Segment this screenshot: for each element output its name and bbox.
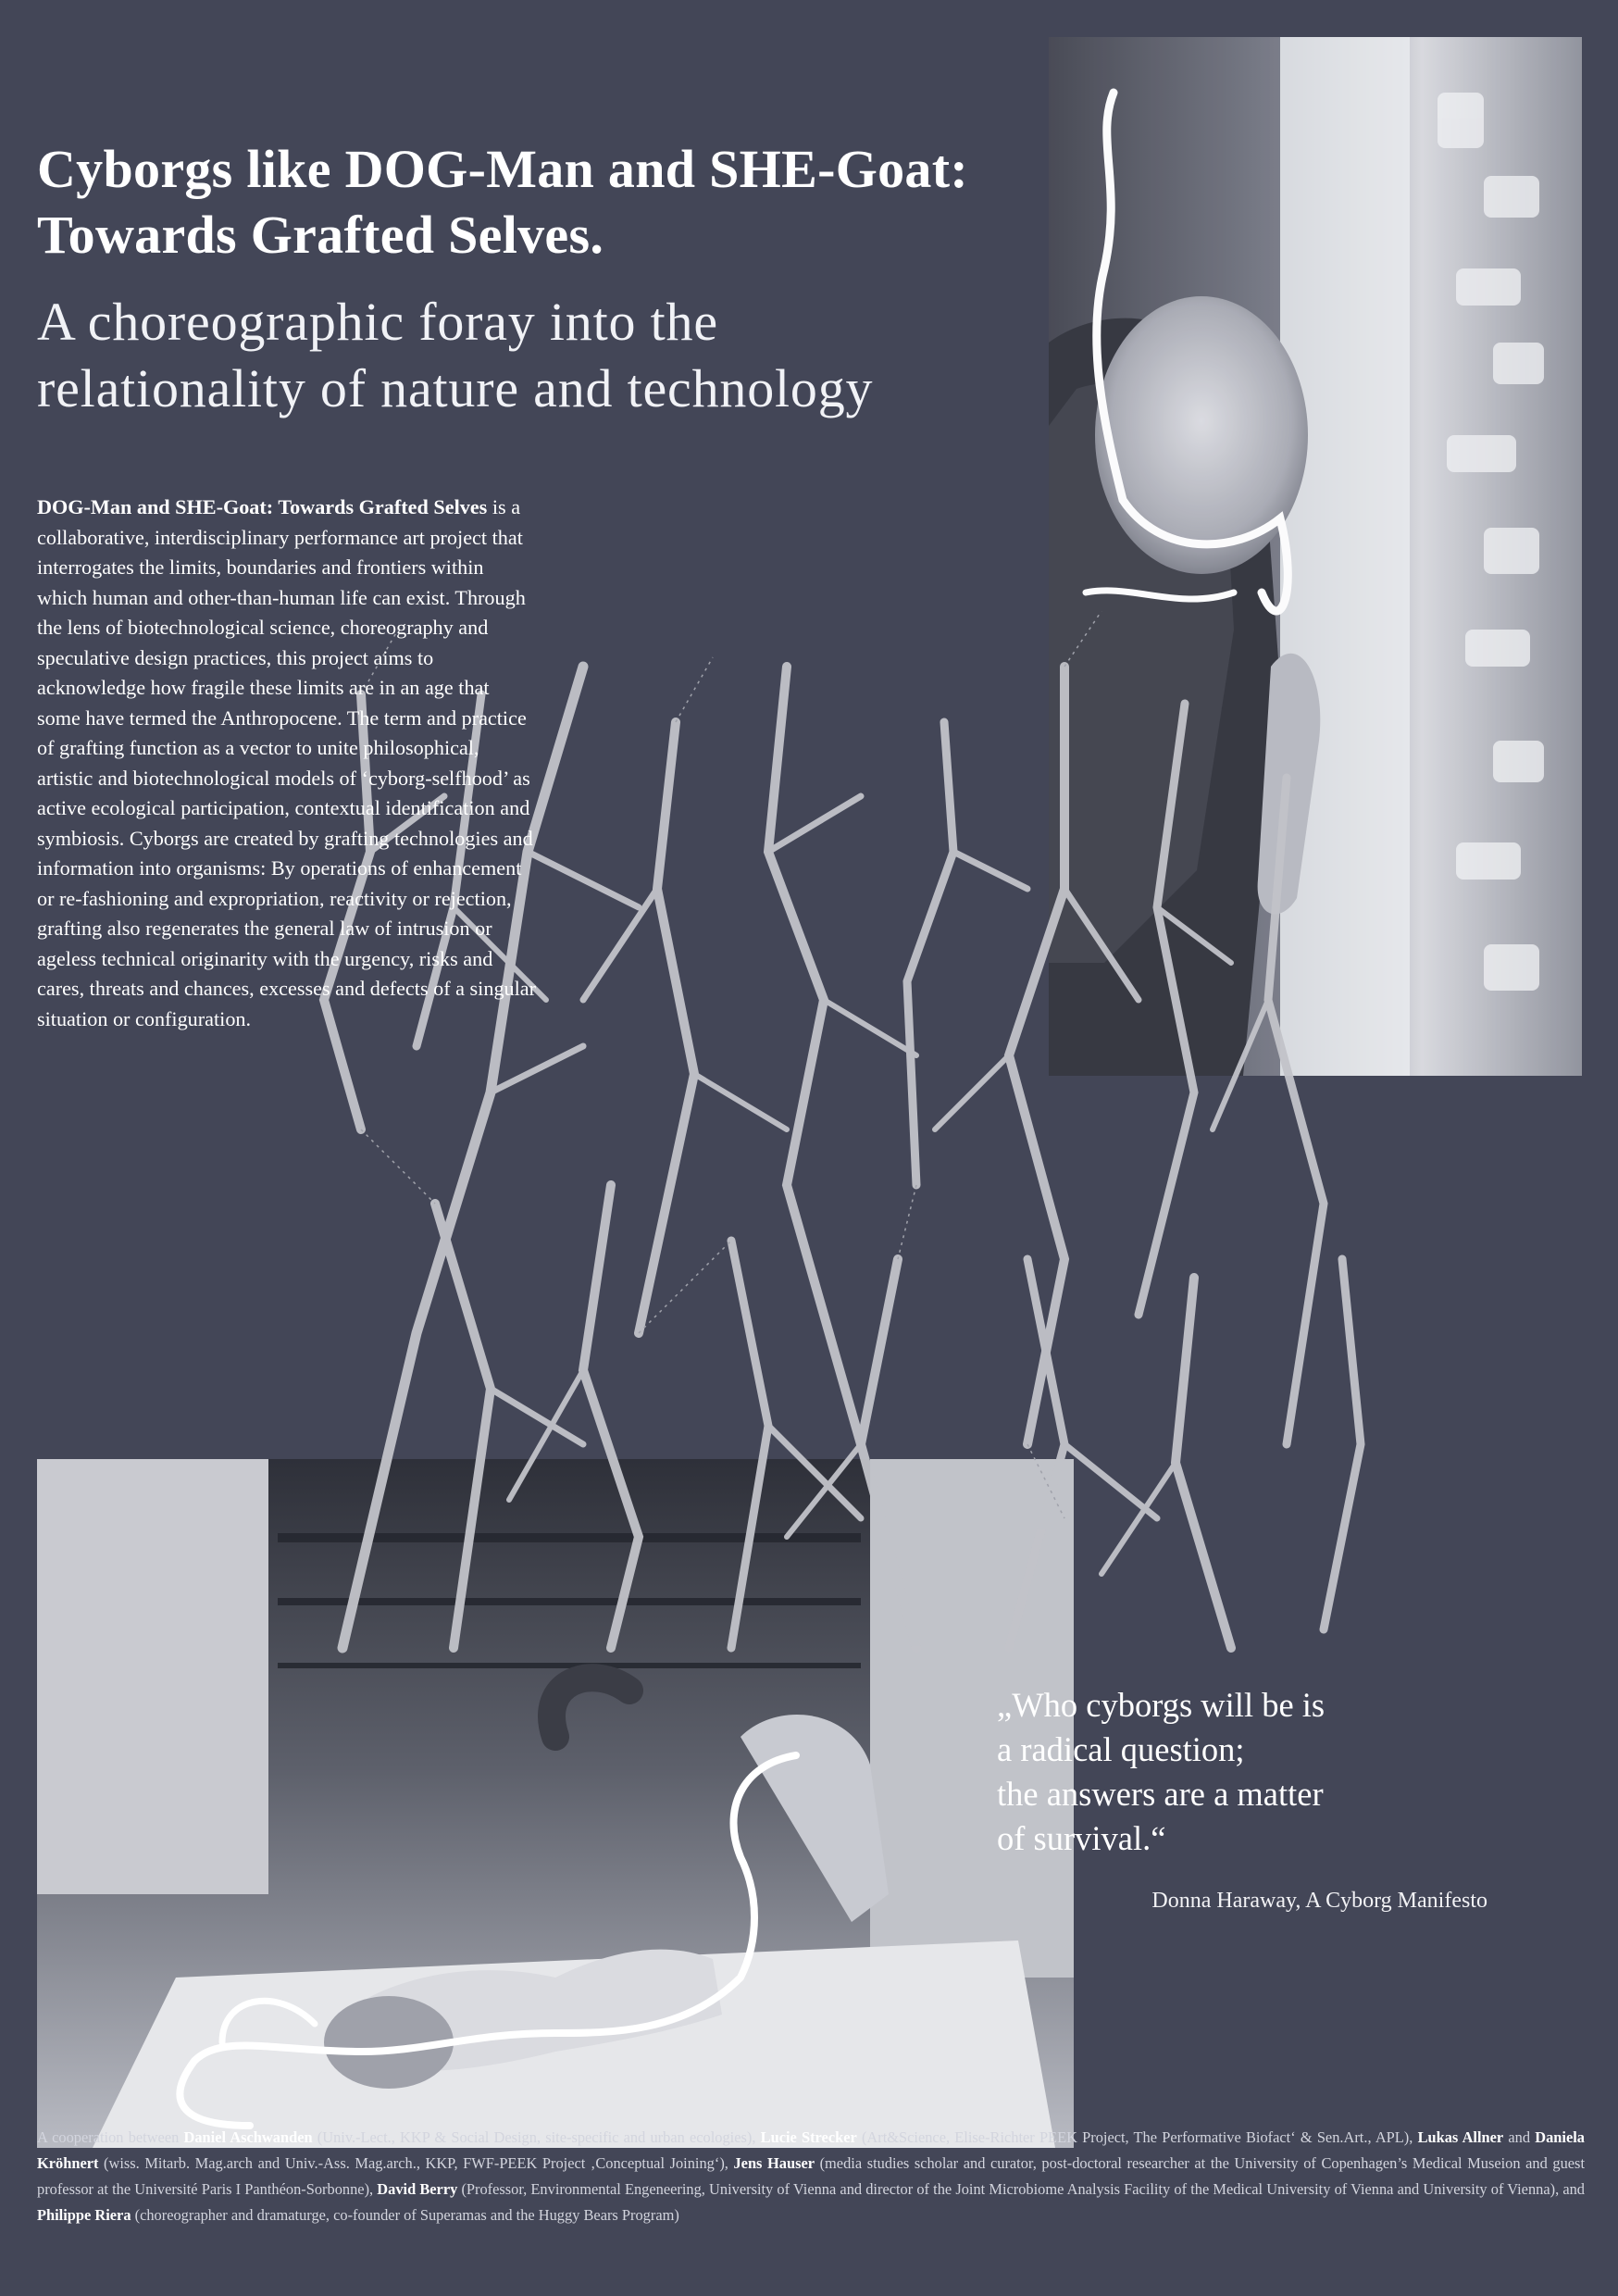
poster-title (37, 137, 1148, 268)
title-line-1: Cyborgs like DOG-Man and SHE-Goat: (37, 139, 968, 199)
quote-line-1: „Who cyborgs will be is (997, 1686, 1326, 1724)
credit-name-strecker: Lucie Strecker (760, 2128, 857, 2146)
haraway-quote (997, 1683, 1515, 1861)
credit-name-aschwanden: Daniel Aschwanden (183, 2128, 313, 2146)
subtitle-line-1: A choreographic foray into the (37, 292, 718, 352)
quote-source: Donna Haraway, A Cyborg Manifesto (1151, 1889, 1487, 1913)
quote-line-4: of survival.“ (997, 1819, 1166, 1857)
intro-paragraph (37, 493, 537, 1034)
credit-role-kroehnert: (wiss. Mitarb. Mag.arch and Univ.-Ass. Mag.arch., KKP, FWF-PEEK Project ‚Conceptual Joining‘), (98, 2154, 734, 2172)
credit-role-riera: (choreographer and dramaturge, co-founder of Superamas and the Huggy Bears Program) (131, 2206, 679, 2224)
credit-role-berry: (Professor, Environmental Engeneering, University of Vienna and director of the Joint Microbiome Analysis Facility of the Medical University of Vienna and University of Vienna), and (457, 2180, 1585, 2198)
quote-line-2: a radical question; (997, 1730, 1245, 1768)
poster-subtitle (37, 289, 1074, 422)
credit-role-strecker: (Art&Science, Elise-Richter PEEK Project, The Performative Biofact‘ & Sen.Art., APL), (856, 2128, 1418, 2146)
credit-name-kroehnert: Daniela Kröhnert (37, 2128, 1585, 2172)
subtitle-line-2: relationality of nature and technology (37, 357, 874, 418)
credit-name-allner: Lukas Allner (1417, 2128, 1504, 2146)
credit-name-riera: Philippe Riera (37, 2206, 131, 2224)
intro-lead: DOG-Man and SHE-Goat: Towards Grafted Selves (37, 495, 488, 518)
credit-and: and (1503, 2128, 1536, 2146)
title-line-2: Towards Grafted Selves. (37, 204, 604, 265)
intro-body: is a collaborative, interdisciplinary performance art project that interrogates the limits, boundaries and frontiers within which human and other-than-human life can exist. Through the lens of biotechnological science, choreography and speculative design practices, this project aims to acknowledge how fragile these limits are in an age that some have termed the Anthropocene. The term and practice of grafting function as a vector to unite philosophical, artistic and biotechnological models of ‘cyborg-selfhood’ as active ecological participation, contextual identification and symbiosis. Cyborgs are created by grafting technologies and information into organisms: By operations of enhancement or re-fashioning and expropriation, reactivity or rejection, grafting also regenerates the general law of intrusion or ageless technical originarity with the urgency, risks and cares, threats and chances, excesses and defects of a singular situation or configuration. (37, 495, 537, 1030)
credits-paragraph (37, 2125, 1585, 2228)
credit-name-hauser: Jens Hauser (733, 2154, 815, 2172)
credit-name-berry: David Berry (377, 2180, 458, 2198)
credit-role-aschwanden: (Univ.-Lect., KKP & Social Design, site-specific and urban ecologies), (312, 2128, 761, 2146)
credit-role-hauser: (media studies scholar and curator, post-doctoral researcher at the University of Copenhagen’s Medical Museion and guest professor at the Université Paris I Panthéon-Sorbonne), (37, 2154, 1585, 2198)
credits-intro: A cooperation between (37, 2128, 184, 2146)
quote-line-3: the answers are a matter (997, 1775, 1324, 1813)
